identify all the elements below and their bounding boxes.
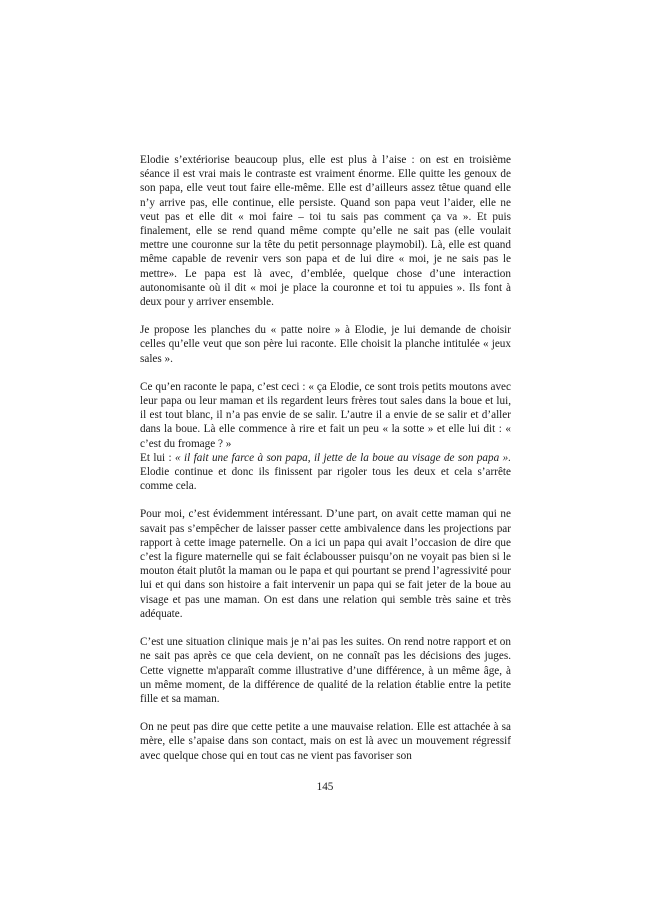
paragraph-2: Je propose les planches du « patte noire » à Elodie, je lui demande de choisir celles qu’elle veut que son père lui raconte. Elle choisit la planche intitulée « jeux sales ». — [140, 324, 511, 365]
paragraph-4-quote: « il fait une farce à son papa, il jette de la boue au visage de son papa ». — [175, 451, 511, 464]
paragraph-3: Ce qu’en raconte le papa, c’est ceci : « ça Elodie, ce sont trois petits moutons avec leur papa ou leur maman et ils regardent leurs frères tout sales dans la boue et lui, il est tout blanc, il n’a pas envie de se salir. L’autre il a envie de se salir et d’aller dans la boue. Là elle commence à rire et fait un peu « la sotte » et elle lui dit : « c’est du fromage ? » — [140, 380, 511, 450]
paragraph-7: On ne peut pas dire que cette petite a une mauvaise relation. Elle est attachée à sa mère, elle s’apaise dans son contact, mais on est là avec un mouvement régressif avec quelque chose qui en tout cas ne vient pas favoriser son — [140, 721, 511, 762]
page-number: 145 — [316, 781, 334, 793]
paragraph-4 — [140, 451, 511, 494]
paragraph-4-suffix: Elodie continue et donc ils finissent par rigoler tous les deux et cela s’arrête comme cela. — [140, 466, 511, 493]
paragraph-4-prefix: Et lui : — [140, 451, 176, 464]
page-body — [140, 153, 511, 777]
paragraph-6: C’est une situation clinique mais je n’ai pas les suites. On rend notre rapport et on ne sait pas après ce que cela devient, on ne connaît pas les décisions des juges. Cette vignette m'apparaît comme illustrative d’une différence, à un même âge, à un même moment, de la différence de qualité de la relation établie entre la petite fille et sa maman. — [140, 636, 511, 705]
paragraph-1: Elodie s’extériorise beaucoup plus, elle est plus à l’aise : on est en troisième séance il est vrai mais le contraste est vraiment énorme. Elle quitte les genoux de son papa, elle veut tout faire elle-même. Elle est d’ailleurs assez têtue quand elle n’y arrive pas, elle continue, elle persiste. Quand son papa veut l’aider, elle ne veut pas et elle dit « moi faire – toi tu sais pas comment ça va ». Et puis finalement, elle se rend quand même compte qu’elle ne sait pas (elle voulait mettre une couronne sur la tête du petit personnage playmobil). Là, elle est quand même capable de revenir vers son papa et de lui dire « moi, je ne sais pas le mettre». Le papa est là avec, d’emblée, quelque chose d’une interaction autonomisante où il dit « moi je place la couronne et toi tu appuies ». Ils font à deux pour y arriver ensemble. — [140, 154, 511, 309]
paragraph-5: Pour moi, c’est évidemment intéressant. D’une part, on avait cette maman qui ne savait pas s’empêcher de laisser passer cette ambivalence dans les projections par rapport à cette image paternelle. On a ici un papa qui avait l’occasion de dire que c’est la figure maternelle qui se fait éclabousser puisqu’on ne voyait pas bien si le mouton était plutôt la maman ou le papa et qui pourtant se prend l’agressivité pour lui et qui dans son histoire a fait intervenir un papa qui se fait jeter de la boue au visage et pas une maman. On est dans une relation qui semble très saine et très adéquate. — [140, 508, 511, 620]
